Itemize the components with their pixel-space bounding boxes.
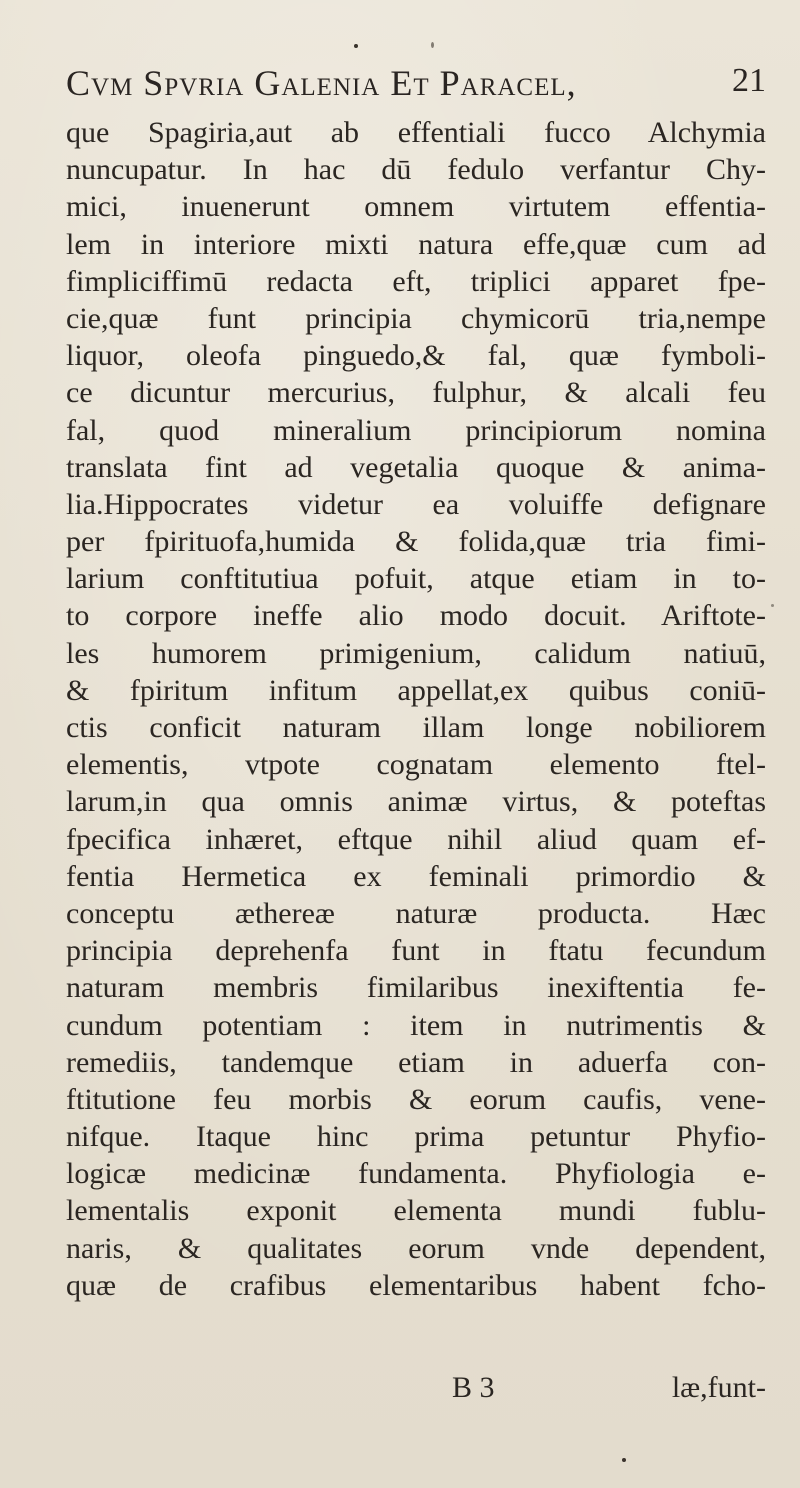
text-line: to corpore ineffe alio modo docuit. Ariftote-	[66, 599, 766, 633]
page-header	[66, 62, 766, 106]
ink-speck	[771, 604, 774, 607]
text-line: fimpliciffimū redacta eft, triplici apparet fpe-	[66, 264, 766, 298]
text-line: nifque. Itaque hinc prima petuntur Phyfio-	[66, 1120, 766, 1154]
text-line: les humorem primigenium, calidum natiuū,	[66, 636, 766, 670]
text-line: ctis conficit naturam illam longe nobiliorem	[66, 711, 766, 744]
text-line: & fpiritum infitum appellat,ex quibus coniū-	[66, 673, 766, 707]
text-line: translata fint ad vegetalia quoque & anima-	[66, 450, 766, 484]
text-line: que Spagiria,aut ab effentiali fucco Alchymia	[66, 116, 766, 149]
text-line: conceptu æthereæ naturæ producta. Hæc	[66, 896, 766, 930]
text-line: fentia Hermetica ex feminali primordio &	[66, 859, 766, 893]
text-line: per fpirituofa,humida & folida,quæ tria fimi-	[66, 525, 766, 559]
text-line: naris, & qualitates eorum vnde dependent,	[66, 1231, 766, 1265]
running-head: Cvm Spvria Galenia Et Paracel,	[66, 63, 577, 103]
page-number: 21	[732, 62, 766, 99]
text-line: cundum potentiam : item in nutrimentis &	[66, 1008, 766, 1042]
text-line: larium conftitutiua pofuit, atque etiam in to-	[66, 562, 766, 596]
ink-speck	[622, 1458, 626, 1462]
text-line: fal, quod mineralium principiorum nomina	[66, 413, 766, 447]
text-line: lementalis exponit elementa mundi fublu-	[66, 1194, 766, 1228]
text-line: cie,quæ funt principia chymicorū tria,nempe	[66, 301, 766, 335]
text-line: ce dicuntur mercurius, fulphur, & alcali feu	[66, 376, 766, 410]
text-line: remediis, tandemque etiam in aduerfa con-	[66, 1045, 766, 1079]
text-line: principia deprehenfa funt in ftatu fecundum	[66, 934, 766, 968]
text-line: ftitutione feu morbis & eorum caufis, vene-	[66, 1082, 766, 1116]
text-line: fpecifica inhæret, eftque nihil aliud quam ef-	[66, 822, 766, 856]
body-text	[66, 114, 766, 1304]
ink-speck	[431, 42, 434, 48]
text-line: quæ de crafibus elementaribus habent fcho-	[66, 1268, 766, 1302]
text-line: elementis, vtpote cognatam elemento ftel-	[66, 748, 766, 782]
text-line: nuncupatur. In hac dū fedulo verfantur Chy-	[66, 153, 766, 187]
text-line: naturam membris fimilaribus inexiftentia fe-	[66, 971, 766, 1005]
text-line: logicæ medicinæ fundamenta. Phyfiologia e-	[66, 1157, 766, 1191]
text-line: mici, inuenerunt omnem virtutem effentia-	[66, 190, 766, 224]
ink-speck	[354, 44, 358, 48]
text-line: larum,in qua omnis animæ virtus, & poteftas	[66, 785, 766, 819]
text-line: lem in interiore mixti natura effe,quæ cum ad	[66, 227, 766, 261]
catchword: læ,funt-	[671, 1371, 766, 1404]
text-line: liquor, oleofa pinguedo,& fal, quæ fymboli-	[66, 339, 766, 373]
text-line: lia.Hippocrates videtur ea voluiffe defignare	[66, 487, 766, 521]
page-footer	[66, 1371, 766, 1411]
signature-mark: B 3	[452, 1371, 495, 1404]
